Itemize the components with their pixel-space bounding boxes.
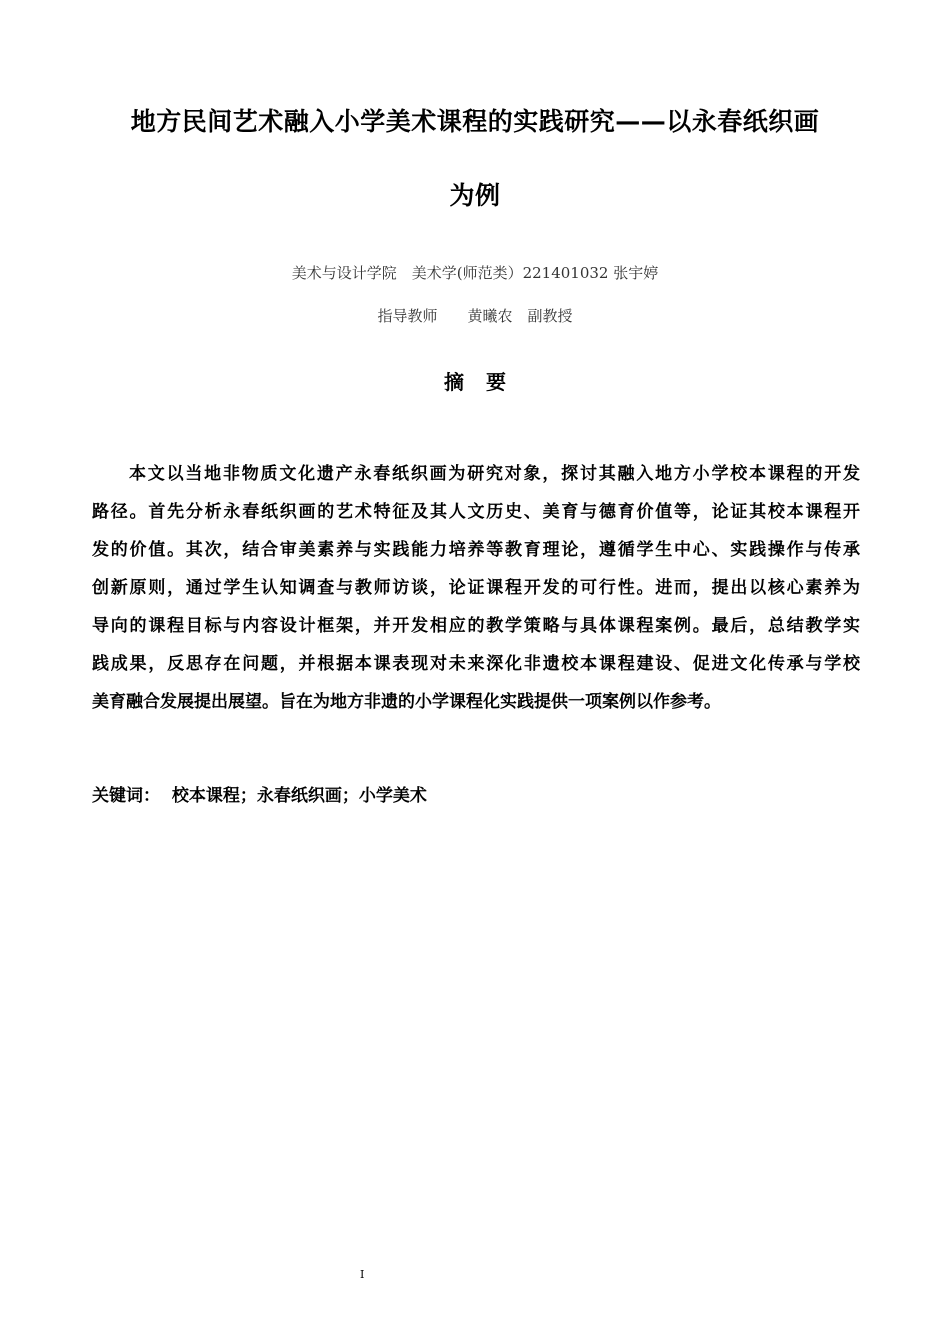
advisor-info: 指导教师 黄曦农 副教授 bbox=[377, 307, 573, 325]
abstract-line: 践成果，反思存在问题，并根据本课表现对未来深化非遗校本课程建设、促进文化传承与学校 bbox=[92, 654, 860, 674]
paper-title-line-2: 为例 bbox=[449, 181, 501, 210]
page-number: I bbox=[360, 1268, 365, 1281]
author-info: 美术与设计学院 美术学(师范类）221401032 张宇婷 bbox=[291, 264, 659, 282]
keywords bbox=[92, 781, 427, 806]
paper-title-line-1: 地方民间艺术融入小学美术课程的实践研究——以永春纸织画 bbox=[130, 107, 820, 136]
abstract-body bbox=[92, 455, 860, 721]
abstract-line: 发的价值。其次，结合审美素养与实践能力培养等教育理论，遵循学生中心、实践操作与传承 bbox=[92, 540, 860, 560]
abstract-line: 创新原则，通过学生认知调查与教师访谈，论证课程开发的可行性。进而，提出以核心素养为 bbox=[92, 578, 860, 598]
abstract-heading: 摘要 bbox=[444, 370, 528, 394]
abstract-line: 导向的课程目标与内容设计框架，并开发相应的教学策略与具体课程案例。最后，总结教学实 bbox=[92, 616, 860, 636]
keywords-label: 关键词： bbox=[92, 786, 160, 806]
keywords-value: 校本课程；永春纸织画；小学美术 bbox=[171, 786, 427, 806]
abstract-line: 美育融合发展提出展望。旨在为地方非遗的小学课程化实践提供一项案例以作参考。 bbox=[92, 692, 721, 712]
abstract-line: 路径。首先分析永春纸织画的艺术特征及其人文历史、美育与德育价值等，论证其校本课程开 bbox=[92, 502, 860, 522]
abstract-line: 本文以当地非物质文化遗产永春纸织画为研究对象，探讨其融入地方小学校本课程的开发 bbox=[129, 464, 860, 484]
